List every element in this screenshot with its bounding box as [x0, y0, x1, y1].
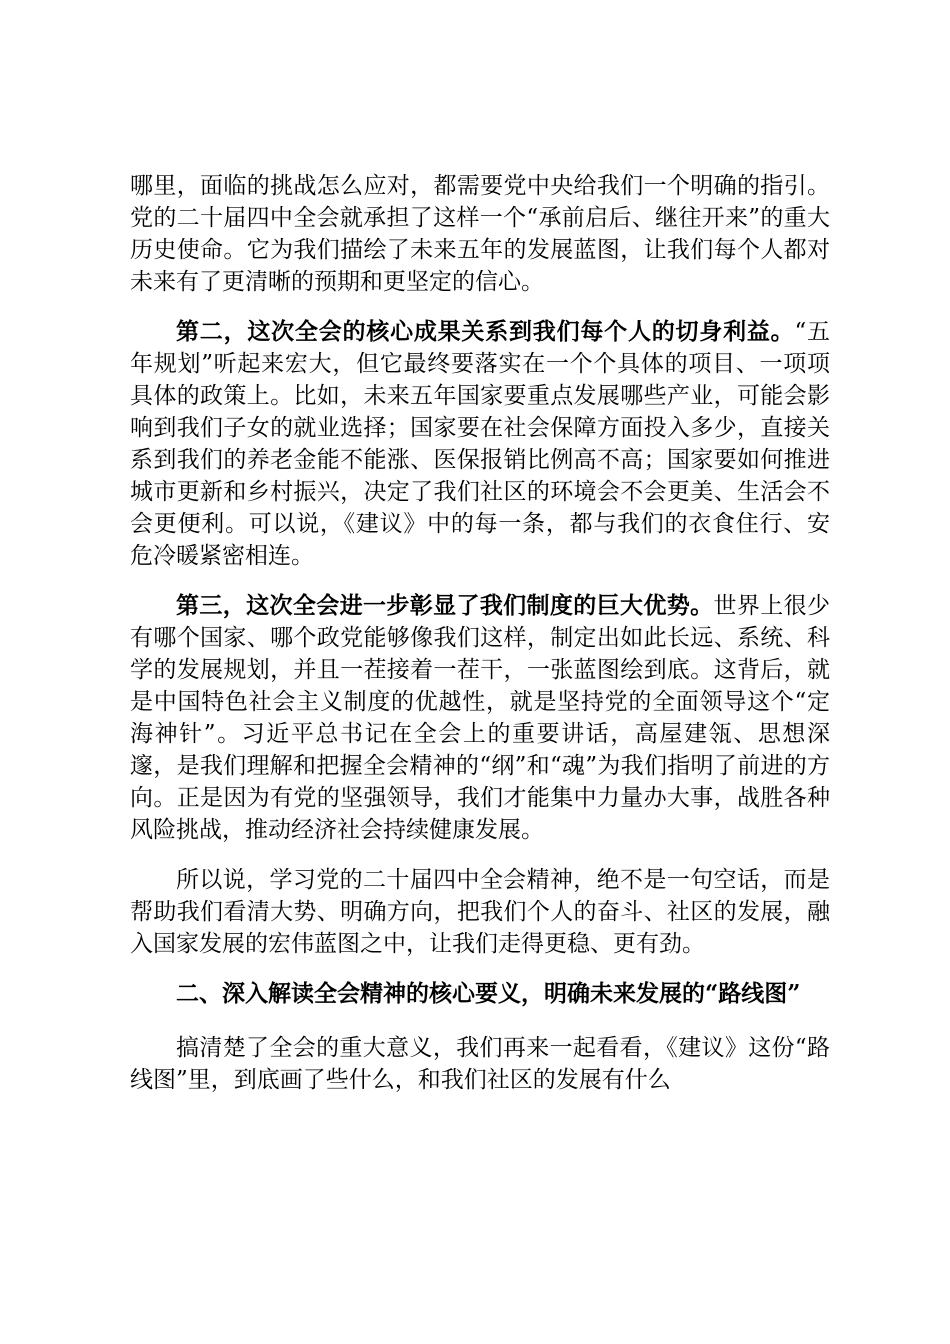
point-two-lead: 第二，这次全会的核心成果关系到我们每个人的切身利益。	[176, 318, 795, 345]
paragraph-conclusion: 所以说，学习党的二十届四中全会精神，绝不是一句空话，而是帮助我们看清大势、明确方向，把我们个人的奋斗、社区的发展，融入国家发展的宏伟蓝图之中，让我们走得更稳、更有劲。	[130, 867, 830, 957]
point-three-lead: 第三，这次全会进一步彰显了我们制度的巨大优势。	[176, 592, 714, 619]
paragraph-continued: 哪里，面临的挑战怎么应对，都需要党中央给我们一个明确的指引。党的二十届四中全会就承担了这样一个“承前启后、继往开来”的重大历史使命。它为我们描绘了未来五年的发展蓝图，让我们每个人都对未来有了更清晰的预期和更坚定的信心。	[130, 173, 830, 295]
paragraph-point-three	[130, 590, 830, 846]
point-three-body: 世界上很少有哪个国家、哪个政党能够像我们这样，制定出如此长远、系统、科学的发展规划，并且一茬接着一茬干，一张蓝图绘到底。这背后，就是中国特色社会主义制度的优越性，就是坚持党的全面领导这个“定海神针”。习近平总书记在全会上的重要讲话，高屋建瓴、思想深邃，是我们理解和把握全会精神的“纲”和“魂”为我们指明了前进的方向。正是因为有党的坚强领导，我们才能集中力量办大事，战胜各种风险挑战，推动经济社会持续健康发展。	[130, 593, 831, 843]
document-body	[130, 170, 830, 1114]
paragraph-point-two	[130, 316, 830, 572]
point-two-body: “五年规划”听起来宏大，但它最终要落实在一个个具体的项目、一项项具体的政策上。比如，未来五年国家要重点发展哪些产业，可能会影响到我们子女的就业选择；国家要在社会保障方面投入多少，直接关系到我们的养老金能不能涨、医保报销比例高不高；国家要如何推进城市更新和乡村振兴，决定了我们社区的环境会不会更美、生活会不会更便利。可以说，《建议》中的每一条，都与我们的衣食住行、安危冷暖紧密相连。	[130, 319, 830, 569]
paragraph-section-two-intro: 搞清楚了全会的重大意义，我们再来一起看看，《建议》这份“路线图”里，到底画了些什么，和我们社区的发展有什么	[130, 1035, 830, 1093]
section-heading-two: 二、深入解读全会精神的核心要义，明确未来发展的“路线图”	[176, 980, 801, 1007]
